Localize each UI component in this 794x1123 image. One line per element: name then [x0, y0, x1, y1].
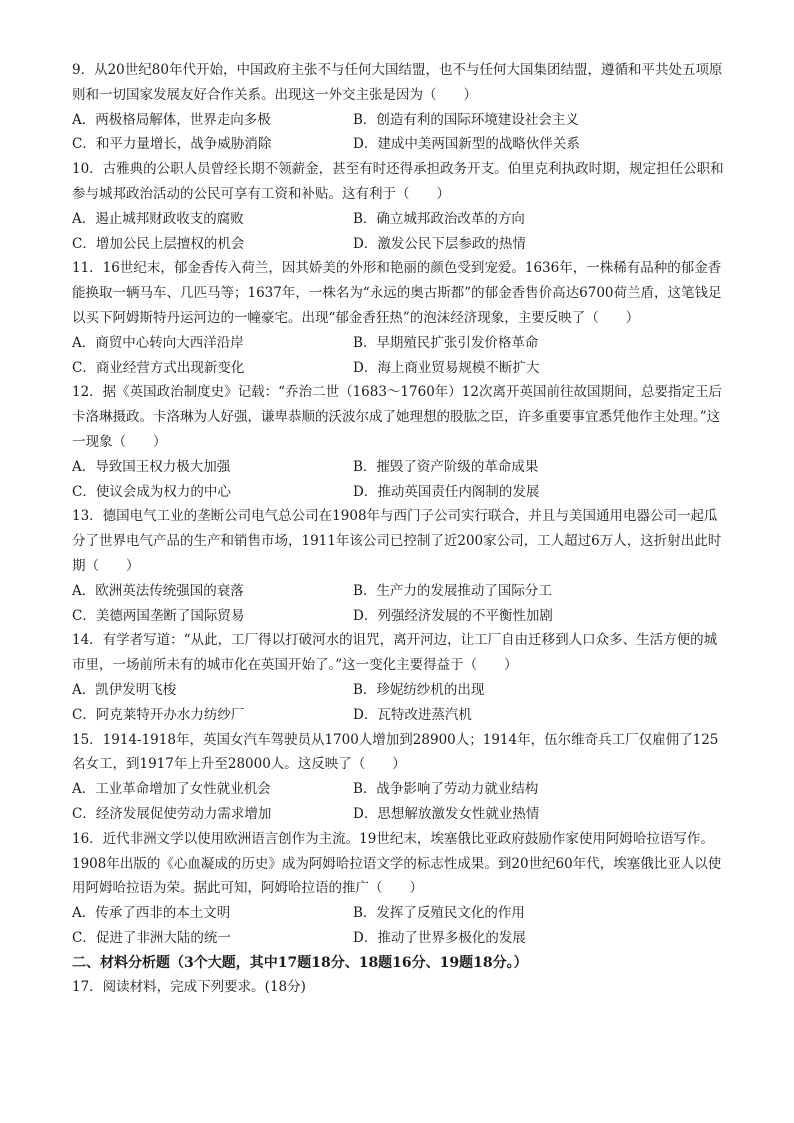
question-17-intro: 17．阅读材料，完成下列要求。(18分) — [72, 979, 306, 996]
option-a: A．凯伊发明飞梭 — [72, 681, 177, 698]
question-10 — [72, 157, 724, 256]
option-c: C．增加公民上层擅权的机会 — [72, 235, 245, 252]
question-15 — [72, 728, 724, 827]
option-b: B．战争影响了劳动力就业结构 — [353, 781, 539, 798]
question-list — [72, 58, 724, 1000]
option-d: D．列强经济发展的不平衡性加剧 — [353, 607, 553, 624]
question-stem: 11．16世纪末，郁金香传入荷兰，因其娇美的外形和艳丽的颜色受到宠爱。1636年，一株稀有品种的郁金香能换取一辆马车、几匹马等；1637年，一株名为“永远的奥古斯都”的郁金香售价高达6700荷兰盾，这笔钱足以买下阿姆斯特丹运河边的一幢豪宅。出现“郁金香狂热”的泡沫经济现象，主要反映了（ ） — [72, 260, 722, 326]
options — [72, 579, 724, 629]
option-c: C．使议会成为权力的中心 — [72, 483, 231, 500]
option-c: C．美德两国垄断了国际贸易 — [72, 607, 245, 624]
option-b: B．创造有利的国际环境建设社会主义 — [353, 111, 579, 128]
option-a: A．商贸中心转向大西洋沿岸 — [72, 334, 244, 351]
option-b: B．早期殖民扩张引发价格革命 — [353, 334, 539, 351]
option-d: D．推动了世界多极化的发展 — [353, 929, 526, 946]
question-14 — [72, 628, 724, 727]
question-12 — [72, 380, 724, 504]
option-b: B．珍妮纺纱机的出现 — [353, 681, 485, 698]
option-d: D．建成中美两国新型的战略伙伴关系 — [353, 136, 580, 153]
question-16 — [72, 827, 724, 951]
option-d: D．思想解放激发女性就业热情 — [353, 805, 540, 822]
options — [72, 108, 724, 158]
option-c: C．和平力量增长，战争威胁消除 — [72, 136, 272, 153]
question-stem: 9．从20世纪80年代开始，中国政府主张不与任何大国结盟，也不与任何大国集团结盟，遵循和平共处五项原则和一切国家发展友好合作关系。出现这一外交主张是因为（ ） — [72, 62, 723, 103]
section-title: 二、材料分析题（3个大题，其中17题18分、18题16分、19题18分。） — [72, 954, 528, 971]
option-d: D．海上商业贸易规模不断扩大 — [353, 359, 540, 376]
options — [72, 331, 724, 381]
option-c: C．促进了非洲大陆的统一 — [72, 929, 231, 946]
question-stem: 14．有学者写道：“从此，工厂得以打破河水的诅咒，离开河边，让工厂自由迁移到人口众多、生活方便的城市里，一场前所未有的城市化在英国开始了。”这一变化主要得益于（ ） — [72, 632, 718, 674]
question-stem: 16．近代非洲文学以使用欧洲语言创作为主流。19世纪末，埃塞俄比亚政府鼓励作家使用阿姆哈拉语写作。1908年出版的《心血凝成的历史》成为阿姆哈拉语文学的标志性成果。到20世纪60年代，埃塞俄比亚人以使用阿姆哈拉语为荣。据此可知，阿姆哈拉语的推广（ ） — [72, 830, 722, 897]
option-a: A．导致国王权力极大加强 — [72, 458, 231, 475]
option-b: B．生产力的发展推动了国际分工 — [353, 582, 552, 599]
question-stem: 12．据《英国政治制度史》记载：“乔治二世（1683～1760年）12次离开英国前往故国期间，总要指定王后卡洛琳摄政。卡洛琳为人好强，谦卑恭顺的沃波尔成了她理想的股肱之臣，许多重要事宜悉凭他作主处理。”这一现象（ ） — [72, 384, 722, 450]
question-9 — [72, 58, 724, 157]
option-d: D．推动英国责任内阁制的发展 — [353, 483, 540, 500]
options — [72, 901, 724, 951]
options — [72, 678, 724, 728]
question-11 — [72, 256, 724, 380]
option-b: B．摧毁了资产阶级的革命成果 — [353, 458, 539, 475]
question-stem: 15．1914-1918年，英国女汽车驾驶员从1700人增加到28900人；1914年，伍尔维奇兵工厂仅雇佣了125名女工，到1917年上升至28000人。这反映了（ ） — [72, 731, 719, 773]
options — [72, 777, 724, 827]
option-a: A．欧洲英法传统强国的衰落 — [72, 582, 244, 599]
option-b: B．发挥了反殖民文化的作用 — [353, 905, 525, 922]
option-d: D．激发公民下层参政的热情 — [353, 235, 526, 252]
options — [72, 207, 724, 257]
option-a: A．遏止城邦财政收支的腐败 — [72, 210, 244, 227]
option-c: C．商业经营方式出现新变化 — [72, 359, 245, 376]
option-a: A．传承了西非的本土文明 — [72, 905, 231, 922]
option-c: C．阿克莱特开办水力纺纱厂 — [72, 706, 245, 723]
option-c: C．经济发展促使劳动力需求增加 — [72, 805, 272, 822]
question-stem: 13．德国电气工业的垄断公司电气总公司在1908年与西门子公司实行联合，并且与美国通用电器公司一起瓜分了世界电气产品的生产和销售市场，1911年该公司已控制了近200家公司，工人超过6万人，这折射出此时期（ ） — [72, 508, 722, 574]
option-a: A．工业革命增加了女性就业机会 — [72, 781, 271, 798]
option-d: D．瓦特改进蒸汽机 — [353, 706, 472, 723]
question-13 — [72, 504, 724, 628]
option-b: B．确立城邦政治改革的方向 — [353, 210, 525, 227]
options — [72, 455, 724, 505]
question-stem: 10．古雅典的公职人员曾经长期不领薪金，甚至有时还得承担政务开支。伯里克利执政时期，规定担任公职和参与城邦政治活动的公民可享有工资和补贴。这有利于（ ） — [72, 161, 724, 202]
option-a: A．两极格局解体，世界走向多极 — [72, 111, 271, 128]
